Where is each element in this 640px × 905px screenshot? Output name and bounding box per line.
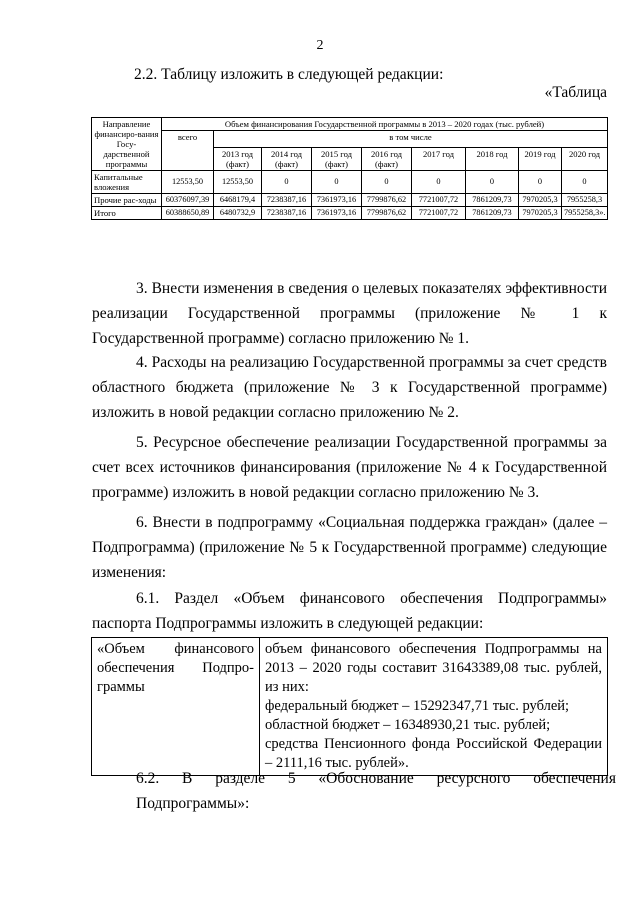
table-row [92, 194, 608, 207]
header-year: 2014 год (факт) [262, 148, 312, 171]
cell-value: 0 [362, 171, 412, 194]
cell-value: 0 [562, 171, 608, 194]
cell-value: 0 [519, 171, 562, 194]
cell-value: 7955258,3 [562, 194, 608, 207]
header-year: 2019 год [519, 148, 562, 171]
paragraph-6: 6. Внести в подпрограмму «Социальная поддержка граждан» (далее – Подпрограмма) (приложение № 5 к Государственной программе) следующие изменения: [92, 514, 607, 581]
cell-value: 0 [262, 171, 312, 194]
cell-value: 7238387,16 [262, 194, 312, 207]
funding-box-table [91, 637, 608, 776]
header-including: в том числе [214, 131, 608, 148]
table-caption: «Таблица [544, 84, 607, 101]
cell-value: 6468179,4 [214, 194, 262, 207]
header-year: 2020 год [562, 148, 608, 171]
paragraph-4: 4. Расходы на реализацию Государственной программы за счет средств областного бюджета (приложение № 3 к Государственной программе) изложить в новой редакции согласно приложению № 2. [92, 354, 607, 421]
table-row [92, 207, 608, 220]
header-year: 2013 год (факт) [214, 148, 262, 171]
row-label: Итого [92, 207, 162, 220]
row-label: Капитальные вложения [92, 171, 162, 194]
cell-value: 7361973,16 [312, 194, 362, 207]
cell-value: 7955258,3». [562, 207, 608, 220]
row-label: Прочие рас-ходы [92, 194, 162, 207]
cell-value: 60388650,89 [162, 207, 214, 220]
cell-value: 0 [466, 171, 519, 194]
cell-value: 12553,50 [162, 171, 214, 194]
header-year: 2016 год (факт) [362, 148, 412, 171]
paragraph-6-1: 6.1. Раздел «Объем финансового обеспечения Подпрограммы» паспорта Подпрограммы изложить в следующей редакции: [92, 590, 607, 632]
box-line: областной бюджет – 16348930,21 тыс. рублей; [265, 717, 551, 733]
paragraph-6-2: 6.2. В разделе 5 «Обоснование ресурсного обеспечения Подпрограммы»: [136, 770, 616, 812]
cell-value: 60376097,39 [162, 194, 214, 207]
cell-value: 7970205,3 [519, 207, 562, 220]
box-right-cell [260, 638, 608, 776]
header-year: 2015 год (факт) [312, 148, 362, 171]
financing-table [91, 117, 608, 220]
cell-value: 7361973,16 [312, 207, 362, 220]
header-total: всего [162, 131, 214, 171]
header-year: 2018 год [466, 148, 519, 171]
cell-value: 7721007,72 [412, 194, 466, 207]
cell-value: 0 [312, 171, 362, 194]
header-main: Объем финансирования Государственной программы в 2013 – 2020 годах (тыс. рублей) [162, 118, 608, 131]
cell-value: 0 [412, 171, 466, 194]
table-row [92, 171, 608, 194]
cell-value: 7799876,62 [362, 194, 412, 207]
box-line: объем финансового обеспечения Подпрограммы на 2013 – 2020 годы составит 31643389,08 тыс. рублей, из них: [265, 641, 602, 695]
cell-value: 7970205,3 [519, 194, 562, 207]
header-direction: Направление финансиро-вания Госу-дарственной программы [92, 118, 162, 171]
paragraph-5: 5. Ресурсное обеспечение реализации Государственной программы за счет всех источников финансирования (приложение № 4 к Государственной программе) изложить в новой редакции согласно приложению № 3. [92, 434, 607, 501]
header-year: 2017 год [412, 148, 466, 171]
page-number: 2 [316, 38, 324, 53]
paragraph-3: 3. Внести изменения в сведения о целевых показателях эффективности реализации Государственной программы (приложение № 1 к Государственной программе) согласно приложению № 1. [92, 280, 607, 347]
cell-value: 6480732,9 [214, 207, 262, 220]
cell-value: 7861209,73 [466, 194, 519, 207]
intro-paragraph: 2.2. Таблицу изложить в следующей редакции: [134, 66, 444, 83]
box-line: федеральный бюджет – 15292347,71 тыс. рублей; [265, 698, 570, 714]
cell-value: 12553,50 [214, 171, 262, 194]
cell-value: 7799876,62 [362, 207, 412, 220]
cell-value: 7861209,73 [466, 207, 519, 220]
box-line: средства Пенсионного фонда Российской Федерации – 2111,16 тыс. рублей». [265, 736, 602, 771]
cell-value: 7721007,72 [412, 207, 466, 220]
box-left-cell: «Объем финансового обеспечения Подпро-граммы [92, 638, 260, 776]
cell-value: 7238387,16 [262, 207, 312, 220]
